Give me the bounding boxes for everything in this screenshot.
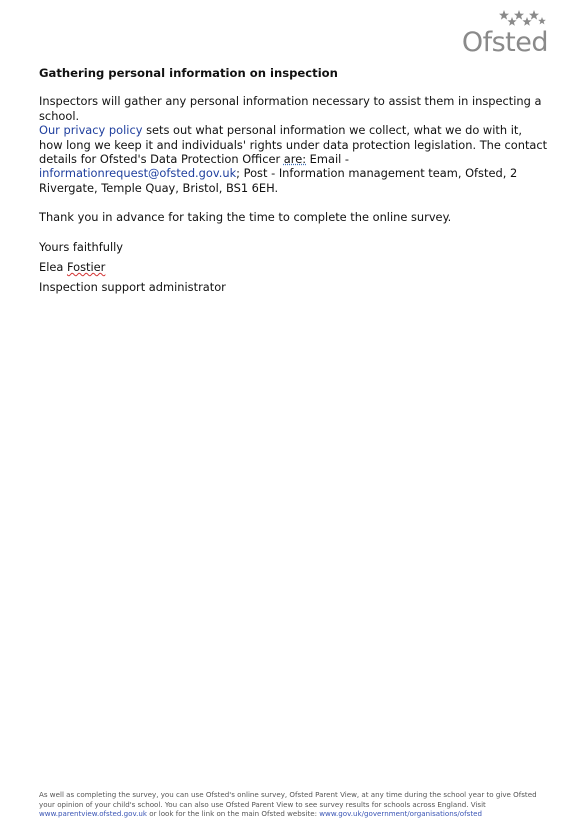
paragraph-text: Email - [306, 152, 350, 167]
section-heading: Gathering personal information on inspection [39, 66, 338, 80]
paragraph-text: ; Post - Information management team, Ofsted, 2 Rivergate, Temple Quay, Bristol, BS1 6EH. [39, 166, 518, 195]
signatory-last-name: Fostier [66, 260, 106, 275]
are-word: are: [283, 152, 307, 167]
parentview-link[interactable]: www.parentview.ofsted.gov.uk [39, 809, 147, 819]
privacy-policy-link[interactable]: Our privacy policy [39, 123, 143, 138]
logo-stars-icon [492, 8, 546, 28]
paragraph-text: sets out what personal information we collect, what we do with it, how long we keep it and individuals' rights under data protection legislation. The contact details for Ofsted's Data Protection Officer [39, 123, 548, 167]
logo-wordmark: Ofsted [461, 27, 548, 58]
email-link[interactable]: informationrequest@ofsted.gov.uk [39, 166, 237, 181]
closing-text: Yours faithfully [39, 239, 124, 254]
signatory-name [39, 260, 549, 274]
page-footer [39, 790, 554, 819]
thanks-text: Thank you in advance for taking the time to complete the online survey. [39, 210, 452, 225]
footer-text: or look for the link on the main Ofsted website: [146, 809, 320, 819]
ofsted-logo [456, 8, 548, 56]
footer-text: As well as completing the survey, you can use Ofsted's online survey, Ofsted Parent View, at any time during the school year to give Ofsted your opinion of your child's school. You can also use Ofsted Parent View to see survey results for schools across England. Visit [39, 790, 537, 809]
signatory-role: Inspection support administrator [39, 280, 226, 295]
privacy-paragraph [39, 94, 549, 195]
ofsted-website-link[interactable]: www.gov.uk/government/organisations/ofsted [319, 809, 482, 819]
signatory-first-name: Elea [39, 260, 67, 275]
paragraph-text: Inspectors will gather any personal information necessary to assist them in inspecting a school. [39, 94, 542, 123]
letter-body [39, 66, 549, 295]
